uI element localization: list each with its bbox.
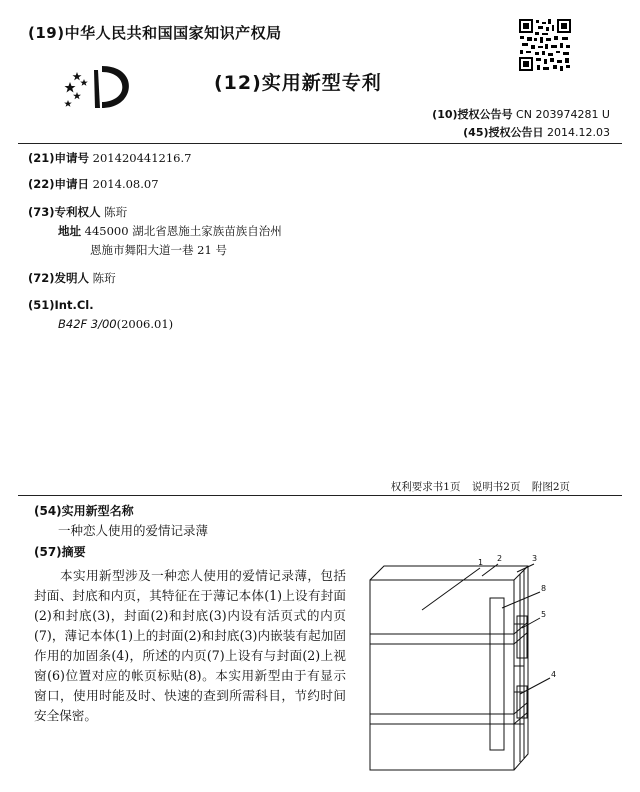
leader-8 [502,592,540,608]
publication-number-row [432,106,610,122]
abstract-label: (57)摘要 [34,545,86,559]
address-label: 地址 [58,224,81,238]
address-field [58,223,282,239]
application-date-field [28,176,159,192]
leader-1 [422,568,480,610]
application-date-value: 2014.08.07 [92,177,159,191]
patent-figure [362,548,602,774]
figure-label-1: 1 [478,558,484,567]
application-number-field [28,150,191,166]
leader-3 [517,564,534,572]
address-line-2: 恩施市舞阳大道一巷 21 号 [90,243,227,257]
application-number-label: (21)申请号 [28,151,90,165]
pages-divider [18,495,622,496]
qr-code-icon [518,18,572,72]
publication-number-value: CN 203974281 U [516,108,610,121]
header-divider [18,143,622,144]
notebook-body [370,580,514,770]
inventor-label: (72)发明人 [28,271,90,285]
application-number-value: 201420441216.7 [92,151,192,165]
intcl-classification [58,317,173,331]
cnipa-logo-icon [64,64,136,114]
figure-label-5: 5 [541,610,547,619]
inventor-value: 陈珩 [92,271,116,285]
utility-model-name-label: (54)实用新型名称 [34,504,134,518]
utility-model-name: 一种恋人使用的爱情记录薄 [58,523,209,538]
figure-label-8: 8 [541,584,547,593]
address-line-1: 445000 湖北省恩施土家族苗族自治州 [84,224,282,238]
document-type-title: (12)实用新型专利 [214,72,382,94]
inventor-field [28,270,116,286]
publication-number-label: (10)授权公告号 [432,108,513,121]
figure-label-3: 3 [532,554,538,563]
pages-summary: 权利要求书1页 说明书2页 附图2页 [390,481,570,493]
figure-label-4: 4 [551,670,557,679]
patentee-value: 陈珩 [104,205,128,219]
intcl-code: B42F 3/00 [58,317,117,331]
reinforcing-strip-bottom [370,714,514,724]
application-date-label: (22)申请日 [28,177,90,191]
leader-5 [522,618,540,628]
intcl-field [28,298,94,312]
abstract-text: 本实用新型涉及一种恋人使用的爱情记录薄，包括封面、封底和内页，其特征在于薄记本体(1)上设有封面(2)和封底(3)，封面(2)和封底(3)内设有活页式的内页(7)，薄记本体(1)上的封面(2)和封底(3)内嵌装有起加固作用的加固条(4)，所述的内页(7)上设有与封面(2)上视窗(6)位置对应的帐页标贴(8)。本实用新型由于有显示窗口，使用时能及时、快速的查到所需科目，节约时间安全保密。 [34,568,346,723]
publication-date-value: 2014.12.03 [547,126,610,139]
patentee-label: (73)专利权人 [28,205,101,219]
intcl-version: (2006.01) [116,317,174,331]
office-header: (19)中华人民共和国国家知识产权局 [28,24,282,42]
intcl-label: (51)Int.Cl. [28,298,94,312]
publication-date-row [463,124,610,140]
figure-label-2: 2 [497,554,503,563]
reinforcing-strip-top [370,634,514,644]
publication-date-label: (45)授权公告日 [463,126,544,139]
patentee-field [28,204,127,220]
inner-page-strip [490,598,504,750]
